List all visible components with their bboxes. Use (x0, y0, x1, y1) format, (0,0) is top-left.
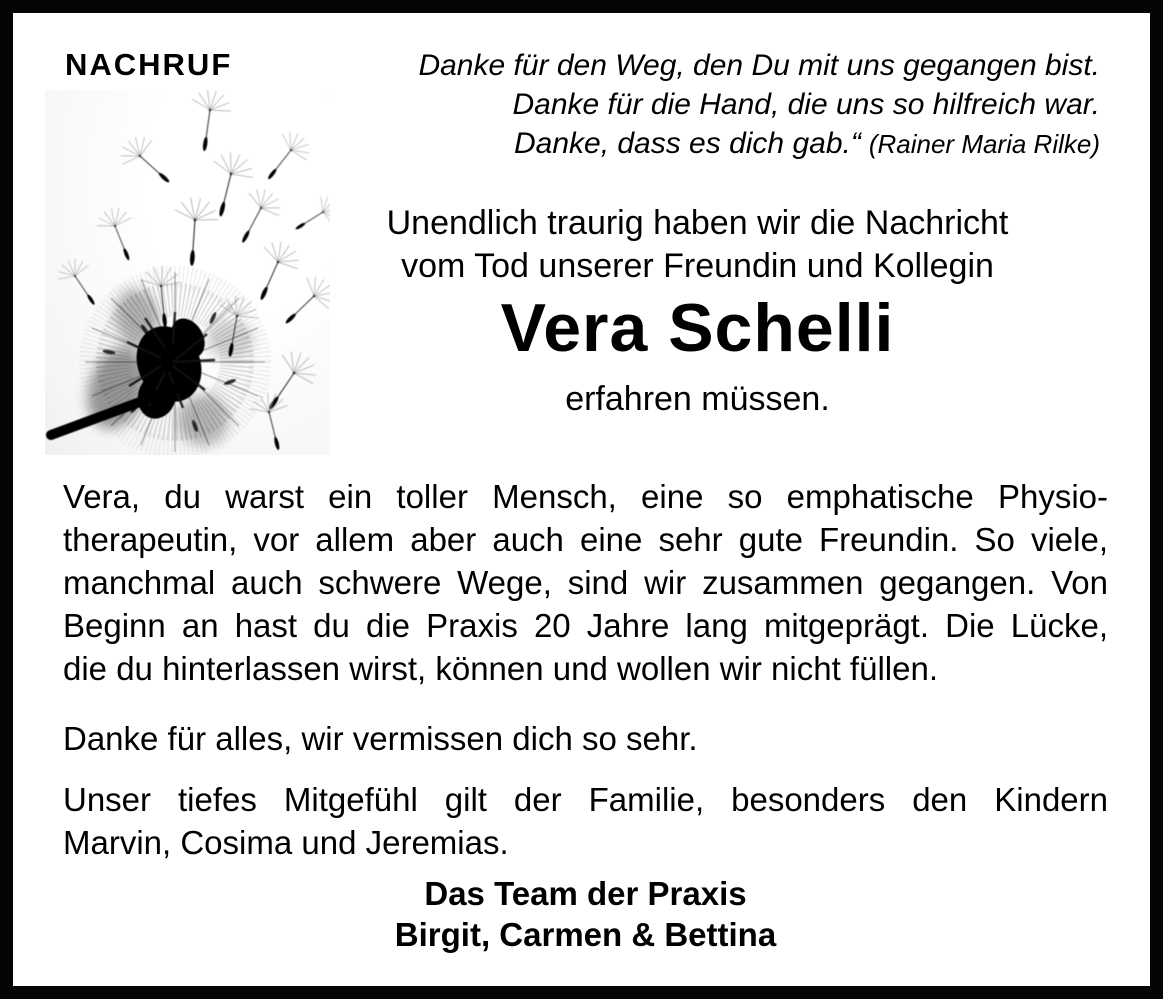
body-line: Vera, du warst ein toller Mensch, eine so emphatische Physio- (63, 478, 1108, 515)
quote-line-1: Danke für den Weg, den Du mit uns gegangen bist. (418, 49, 1100, 82)
body-line: Danke für alles, wir vermissen dich so sehr. (63, 720, 698, 757)
headline-block (345, 202, 1050, 421)
deceased-name: Vera Schelli (500, 290, 895, 366)
quote-line-2: Danke für die Hand, die uns so hilfreich war. (512, 88, 1100, 121)
paragraph-1 (63, 475, 1108, 690)
body-line: Unser tiefes Mitgefühl gilt der Familie, besonders den Kindern (63, 781, 1108, 818)
body-line: die du hinterlassen wirst, können und wollen wir nicht füllen. (63, 650, 938, 687)
after-name-line: erfahren müssen. (565, 380, 830, 418)
quote-block (418, 46, 1100, 164)
dandelion-svg (45, 90, 330, 455)
paragraph-2 (63, 717, 1108, 760)
paragraph-3 (63, 778, 1108, 864)
signature-block (63, 873, 1108, 955)
quote-line-3-text: Danke, dass es dich gab.“ (513, 127, 861, 160)
quote-line-3 (418, 124, 1100, 164)
body-line: therapeutin, vor allem aber auch eine sehr gute Freundin. So viele, (63, 521, 1108, 558)
quote-attribution: (Rainer Maria Rilke) (868, 129, 1100, 159)
signature-line-1: Das Team der Praxis (424, 875, 747, 912)
body-line: Marvin, Cosima und Jeremias. (63, 824, 509, 861)
body-text (63, 475, 1108, 955)
signature-line-2: Birgit, Carmen & Bettina (394, 916, 777, 953)
body-line: manchmal auch schwere Wege, sind wir zusammen gegangen. Von (63, 564, 1108, 601)
dandelion-image (45, 90, 330, 455)
intro-line-2: vom Tod unserer Freundin und Kollegin (401, 247, 994, 285)
obituary-sheet (13, 13, 1150, 986)
intro-line-1: Unendlich traurig haben wir die Nachricht (386, 204, 1009, 242)
body-line: Beginn an hast du die Praxis 20 Jahre lang mitgeprägt. Die Lücke, (63, 607, 1108, 644)
nachruf-label: NACHRUF (65, 47, 233, 82)
